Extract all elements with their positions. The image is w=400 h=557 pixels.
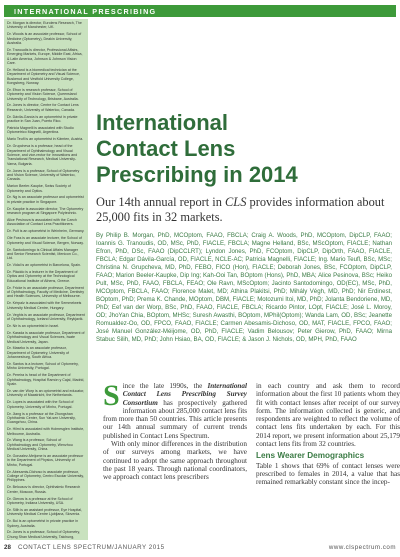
title-line: Contact Lens: [96, 136, 236, 161]
subtitle-text: provides information about 25,000 fits in 32 markets.: [96, 195, 385, 224]
page-number: 28: [4, 544, 11, 551]
affiliation-item: Dr. Woods is an associate professor, School of Medicine (Optometry), Deakin University, Australia.: [7, 32, 82, 45]
affiliation-item: Dr. Santos is a lecturer, School of Optometry, Minho University, Portugal.: [7, 362, 79, 371]
affiliation-item: Dr. Lopes is associated with the School of Optometry, University of Minho, Portugal.: [7, 400, 74, 409]
author-byline: By Philip B. Morgan, PhD, MCOptom, FAAO, FBCLA; Craig A. Woods, PhD, MCOptom, DipCLP, FAAO; Ioannis G. Tranoudis, OD, MSc, PhD, FIACLE, FBCLA; Magne Helland, BSc, MScOptom, FIACLE; Nathan Efron, PhD, DSc, FAAO (DipCCLRT); Lyndon Jones, PhD, FCOptom, DipCLP, DipOrth, FAAO, FIACLE, FBCLA; Edgar Dávila-García, OD, FIACLE, NCLE-AC; Patricia Magnelli, FIACLE; Ing. Mario Teufl, BSc, MSc; Christina N. Grupcheva, MD, PhD, FEBO, FICO (Hon), FIACLE; Deborah Jones, BSc, FCOptom, DipCLP, FAAO; Marion Beeler-Kaupke, Dip Ing; Kah-Ooi Tan, BOptom (Hons), PhD, MBA; Alice Pesinova, BSc; Heiko Pult, MSc, PhD, FAAO, FBCLA, FEAO; Ole Ravn, MScOptom; Jacinto Santodomingo, OD(EC), MSc, PhD, MCOptom, FBCLA, FAAO; Florence Malet, MD; Athina Plakitsi, PhD; Mihály Végh, MD, PhD; Nir Erdinest, BOptom, PhD; Prema K. Chande, MOptom, DBM, FIACLE; Motozumi Itoi, MD, PhD; Jolanta Bendoriene, MD, PhD; Eef van der Worp, BSc, PhD, FAAO, FIACLE, FBCLA; Ricardo Pintor, LOpt, FIACLE; José L. Moroy, OD; JhoYan Chia, BOptom, MHSc; Suresh Awasthi, BOptom, MPhil(Optom); Wanda Lam, OD, BSc; Jeanette Romualdez-Oo, OD, FPCO, FAAO, FIACLE; Carmen Abesamis-Dichoso, OD, MAT, FIACLE, FPCO, FAAO; José Manuel González-Méijome, OD, PhD, FIACLE; Vadim Belousov; Peter Gierow, PhD, FAAO; Mirna Stabuc Silih, MD, PhD; John Hsiao, BA, OD, FIACLE; & Jason J. Nichols, OD, MPH, PhD, FAAO: [96, 232, 392, 343]
body-paragraph: [103, 379, 247, 440]
section-heading: Lens Wearer Demographics: [256, 451, 365, 461]
affiliation-item: Dr. Efron is research professor, School of Optometry and Vision Science, Queensland University of Technology, Brisbane, Australia.: [7, 87, 79, 101]
affiliation-item: Dr. Tranoudis is director, Professional Affairs, Emerging Markets, Europe, Middle East, Africa, & Latin America, Johnson & Johnson Vision Care.: [7, 47, 83, 65]
affiliation-item: Dr. Hilmi is associated with Holmesglen Institute, Melbourne, Australia.: [7, 427, 85, 436]
affiliation-item: Dr. Kérpalz is associated with the Semmelweis University Medical Centre, Hungary.: [7, 301, 82, 310]
affiliation-item: Dr. Jones is a professor, School of Optometry and Vision Science, University of Waterloo, Canada.: [7, 168, 80, 182]
affiliation-item: Dr. Ng is an associate professor and optometrist in private practice in Singapore.: [7, 195, 84, 204]
affiliation-item: Marion Beeler-Kaupke, Swiss Society of Optometry and Optics.: [7, 184, 71, 193]
consortium-name: International Contact Lens Prescribing Survey Consortium: [122, 382, 247, 407]
affiliation-item: Dr. Gierow is a professor at the School of Optometry, Indiana University, USA.: [7, 496, 73, 505]
affiliation-item: Mario Teufl is an optometrist in Kärnten, Austria.: [7, 137, 84, 142]
affiliation-item: Dr. Jones is a professor, School of Optometry, Chung Shan Medical University, Taichung,: [7, 530, 81, 539]
title-line: Prescribing in 2014: [96, 162, 298, 187]
body-paragraph: Table 1 shows that 69% of contact lenses were prescribed to females in 2014, a value that has remained remarkably constant since the incep-: [256, 461, 400, 487]
affiliation-item: Dr. Wang is a professor, School of Ophthalmology and Optometry, Wenzhou Medical University, China.: [7, 438, 73, 452]
affiliation-item: Dr. Pult is an optometrist in Weinheim, Germany.: [7, 229, 85, 234]
affiliation-item: Dr. Helland is a biomedical technician at the Department of Optometry and Visual Science, Buskerud and Vestfold University College, Kongsberg, Norway.: [7, 67, 81, 85]
affiliation-item: Dr. Vidal is an optometrist in Barcelona, Spain.: [7, 263, 82, 268]
body-paragraph: in each country and ask them to record information about the first 10 patients whom they fit with contact lenses after receipt of our survey form. The information collected is generic, and respondents are weighted to reflect the volume of contact lens fits undertaken by each. For this 2014 report, we present information about 25,179 contact lens fits from 32 countries.: [256, 382, 400, 449]
affiliation-item: Dr. Fricke is an associate professor, Department of Ophthalmology, Faculty of Medicine, Dentistry and Health Sciences, University of Melbourne.: [7, 285, 85, 299]
body-column-left: [103, 379, 247, 482]
section-label: INTERNATIONAL PRESCRIBING: [14, 6, 157, 16]
affiliation-item: Dr. Pereira is head of the Department of Ophthalmology, Hospital Ramón y Cajal, Madrid, Spain.: [7, 373, 85, 387]
affiliation-item: Dr. Grupcheva is a professor, head of the Department of Ophthalmology and Visual Science, and vice-rector for Innovations and Translational Research, Medical University-Varna, Bulgaria.: [7, 144, 78, 166]
affiliation-item: Dr. Abesamis-Dichoso is associate professor, College of Optometry, Centro Escolar University, Philippines.: [7, 469, 84, 483]
affiliation-item: Dr. Jiang is a professor at the Zhongshan Ophthalmic Center, Sun Yat-sen University, Guangzhou, China.: [7, 411, 76, 425]
affiliations-list: [4, 19, 88, 540]
section-header-bar: [4, 5, 396, 17]
affiliation-item: Dr. Gonzalez-Meijome is an associate professor in the Department of Physics, University of Minho, Portugal.: [7, 454, 84, 467]
affiliation-item: Dr. Silih is an assistant professor, Eye Hospital, University Medical Centre Ljubljana, Slovenia.: [7, 507, 83, 517]
website-url: www.clspectrum.com: [328, 544, 396, 551]
affiliation-item: Dr. van der Worp is an optometrist and educator, University of Maastricht, the Netherlands.: [7, 389, 85, 398]
body-paragraph: With only minor differences in the distribution of our surveys among markets, we have continued to adopt the same approach throughout the past 18 years. Through national coordinators, we approach contact lens prescribers: [103, 440, 247, 482]
affiliation-item: Dr. Veghis is an associate professor, Department of Ophthalmology, Iceland University, Reykjavik.: [7, 312, 85, 321]
body-text: has prospectively gathered information about 285,000 contact lens fits from more than 50 countries. This article presents our 14th annual summary of current trends published in Contact Lens Spectrum.: [103, 398, 247, 440]
affiliation-item: Ole Foss is an associate lecturer, the School of Optometry and Visual Science, Bergen, Norway.: [7, 236, 84, 245]
body-text: ince the late 1990s, the: [122, 382, 208, 390]
affiliation-item: Dr. Jones is director, Centre for Contact Lens Research, University of Waterloo, Canada.: [7, 103, 79, 112]
article-title: [96, 110, 396, 188]
affiliation-item: Dr. Morgan is director, Eurolens Research, The University of Manchester, UK.: [7, 21, 82, 30]
page-footer: [4, 544, 396, 554]
affiliation-item: Dr. Bui is an optometrist in private practice in Sydney, Australia.: [7, 519, 79, 528]
drop-cap: S: [103, 379, 120, 412]
affiliation-item: Dr. Karada is associate professor, Department of Ophthalmology and Visual Sciences, Iwate Medical University, Japan.: [7, 330, 85, 344]
publication-line: CONTACT LENS SPECTRUM/JANUARY 2015: [18, 544, 165, 551]
body-column-right: [256, 382, 400, 487]
subtitle-text: Our 14th annual report in: [96, 195, 226, 209]
affiliation-item: Patricia Magnelli is associated with Studio Optometrico Magnelli, Argentina.: [7, 126, 74, 135]
affiliation-item: Dr. Belousov is director, Ophthalmic Research Center, Moscow, Russia.: [7, 485, 81, 494]
affiliation-item: Dr. Maseko is an associate professor, Department of Optometry, University of Johannesburg, South Africa.: [7, 346, 70, 360]
article-subtitle: [96, 195, 396, 224]
title-line: International: [96, 110, 229, 135]
affiliation-item: Dr. Santodomingo is Clinical Affairs Manager and Senior Research Scientist, Menicon Co., Ltd.: [7, 247, 79, 261]
affiliation-item: Dr. Nir is an optometrist in Israel.: [7, 323, 60, 328]
affiliation-item: Dr. Plácido is a lecturer in the Department of Optics and Optometry at the Technological Educational Institute of Athens, Greece.: [7, 270, 78, 283]
affiliation-item: Alice Pesinova is associated with the Czech Association of Contact Lens Practitioners.: [7, 218, 77, 227]
affiliation-item: Dr. Kaupke is associate director, The Optometry research program at Singapore Polytechnic.: [7, 206, 84, 216]
affiliation-item: Dr. Dávila-García is an optometrist in private practice in San Juan, Puerto Rico.: [7, 114, 78, 124]
subtitle-journal-abbrev: CLS: [225, 195, 247, 209]
author-affiliations-sidebar: [4, 19, 88, 540]
